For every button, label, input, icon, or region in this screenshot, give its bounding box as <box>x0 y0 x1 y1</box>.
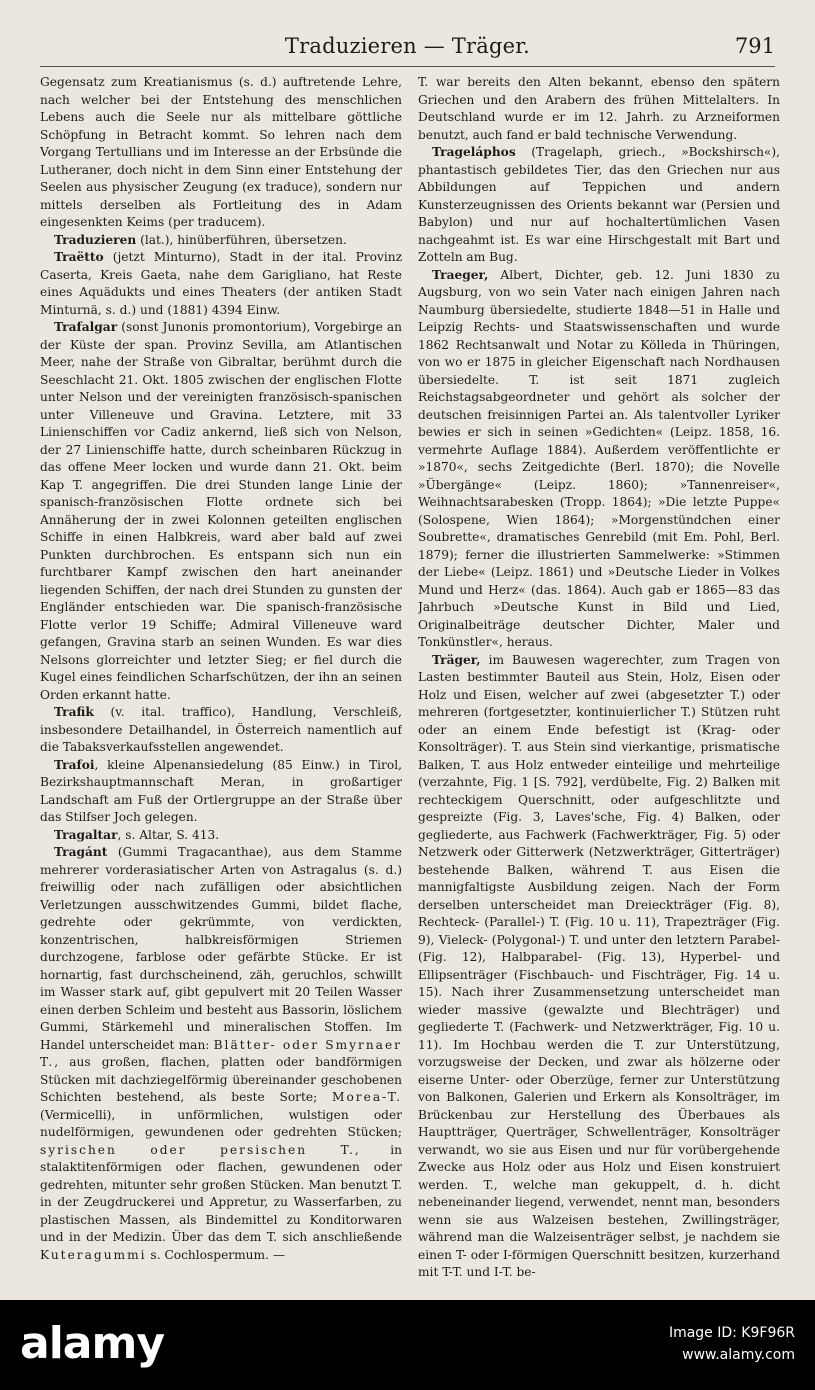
entry-tragaltar <box>40 827 402 845</box>
entry-text: , s. Altar, S. 413. <box>117 827 220 842</box>
headword: Traduzieren <box>54 232 137 247</box>
entry-trafoi <box>40 757 402 827</box>
entry-trafalgar <box>40 319 402 704</box>
entry-text: (Tragelaph, griech., »Bockshirsch«), phantastisch gebildetes Tier, das den Griechen nur aus Abbildungen auf Teppichen und andern Kunsterzeugnissen des Orients bekannt war (Persien und Babylon) und nur auf hochaltertümlichen Vasen nachgeahmt ist. Es war eine Hirschgestalt mit Bart und Zotteln am Bug. <box>418 145 780 264</box>
entry-text: , in stalaktitenförmigen oder flachen, gewundenen oder gedrehten, mitunter sehr großen Stücken. Man benutzt T. in der Zeugdruckerei und Appretur, zu Wasserfarben, zu plastischen Massen, als Bindemittel zu Konditorwaren und in der Medizin. Über das dem T. sich anschließende <box>40 1142 402 1244</box>
stock-site: www.alamy.com <box>682 1347 795 1363</box>
entry-traeger-albert <box>418 267 780 652</box>
headword: Trafalgar <box>54 320 118 334</box>
running-title: Traduzieren — Träger. <box>284 34 531 58</box>
entry-text: (v. ital. traffico), Handlung, Verschleiß, insbesondere Detailhandel, in Österreich namentlich auf die Tabaksverkaufsstellen angewendet. <box>40 705 402 754</box>
stock-info <box>669 1322 795 1366</box>
stock-image-id: Image ID: K9F96R <box>668 1325 795 1341</box>
running-head <box>40 26 775 67</box>
entry-text: (lat.), hinüberführen, übersetzen. <box>136 232 347 247</box>
entry-text: (jetzt Minturno), Stadt in der ital. Provinz Caserta, Kreis Gaeta, nahe dem Garigliano, hat Reste eines Aquädukts und eines Theaters (der antiken Stadt Minturnä, s. d.) und (1881) 4394 Einw. <box>40 250 402 317</box>
entry-text: (Vermicelli), in unförmlichen, wulstigen oder nudelförmigen, gewundenen oder gedrehten Stücken; <box>40 1107 402 1139</box>
headword: Träger, <box>432 652 481 667</box>
entry-tragant <box>40 844 402 1264</box>
spaced-term: Kuteragummi <box>40 1247 147 1262</box>
headword: Traëtto <box>54 250 104 264</box>
headword: Tragaltar <box>54 827 118 842</box>
left-column <box>40 74 402 1284</box>
entry-text: (Gummi Tragacanthae), aus dem Stamme mehrerer vorderasiatischer Arten von Astragalus (s. d.) freiwillig oder nach zufälligen oder absichtlichen Verletzungen ausschwitzendes Gummi, bildet flache, gedrehte oder gekrümmte, von verdickten, konzentrischen, halbkreisförmigen Striemen durchzogene, farblose oder gefärbte Stücke. Er ist hornartig, fast durchscheinend, zäh, geruchlos, schwillt im Wasser stark auf, gibt gepulvert mit 20 Teilen Wasser einen derben Schleim und besteht aus Bassorin, löslichem Gummi, Stärkemehl und mineralischen Stoffen. Im Handel unterscheidet man: <box>40 845 402 1052</box>
spaced-term: syrischen oder persischen T. <box>40 1142 355 1157</box>
entry-text: Albert, Dichter, geb. 12. Juni 1830 zu Augsburg, von wo sein Vater nach einigen Jahren nach Naumburg übersiedelte, studierte 1848—51 in Halle und Leipzig Rechts- und Staatswissenschaften und wurde 1862 Rechtsanwalt und Notar zu Kölleda in Thüringen, von wo er 1875 in gleicher Eigenschaft nach Nordhausen übersiedelte. T. ist seit 1871 zugleich Reichstagsabgeordneter und gehört als solcher der deutschen freisinnigen Partei an. Als talentvoller Lyriker bewies er sich in seinen »Gedichten« (Leipz. 1858, 16. vermehrte Auflage 1884). Außerdem veröffentlichte er »1870«, sechs Zeitgedichte (Berl. 1870); die Novelle »Übergänge« (Leipz. 1860); »Tannenreiser«, Weihnachtsarabesken (Tropp. 1864); »Die letzte Puppe« (Solospene, Wien 1864); »Morgenstündchen einer Soubrette«, dramatisches Genrebild (mit Em. Pohl, Berl. 1879); ferner die illustrierten Sammelwerke: »Stimmen der Liebe« (Leipz. 1861) und »Deutsche Lieder in Volkes Mund und Herz« (das. 1864). Auch gab er 1865—83 das Jahrbuch »Deutsche Kunst in Bild und Lied, Originalbeiträge deutscher Dichter, Maler und Tonkünstler«, heraus. <box>418 267 780 649</box>
entry-traetto <box>40 249 402 319</box>
headword: Trafik <box>54 705 94 719</box>
entry-continuation <box>40 74 402 232</box>
entry-text: s. Cochlospermum. — <box>146 1247 286 1262</box>
alamy-logo: alamy <box>20 1318 164 1369</box>
entry-text: , kleine Alpenansiedelung (85 Einw.) in Tirol, Bezirkshauptmannschaft Meran, in großartiger Landschaft am Fuß der Ortlergruppe an der Straße über das Stilfser Joch gelegen. <box>40 757 402 824</box>
entry-text: T. war bereits den Alten bekannt, ebenso den spätern Griechen und den Arabern des frühen Mittelalters. In Deutschland wurde er im 12. Jahrh. zu Arzneiformen benutzt, auch fand er bald technische Verwendung. <box>418 75 780 142</box>
text-columns <box>40 74 780 1284</box>
headword: Traeger, <box>432 267 489 282</box>
headword: Tragánt <box>54 845 108 859</box>
spaced-term: Blätter- oder Smyrnaer T. <box>40 1037 402 1069</box>
entry-text: Gegensatz zum Kreatianismus (s. d.) auftretende Lehre, nach welcher bei der Entstehung des menschlichen Lebens auch die Seele nur als mittelbare göttliche Schöpfung in Betracht kommt. So lehren nach dem Vorgang Tertullians und im Interesse an der Erbsünde die Lutheraner, doch nicht in dem Sinn einer Entstehung der Seelen aus physischer Zeugung (ex traduce), sondern nur mittels derselben als Fortleitung des in Adam eingesenkten Keims (per traducem). <box>40 75 402 229</box>
entry-text: , aus großen, flachen, platten oder bandförmigen Stücken mit dachziegelförmig übereinander geschobenen Schichten bestehend, als beste Sorte; <box>40 1055 402 1104</box>
spaced-term: Morea-T. <box>331 1090 402 1104</box>
entry-trafik <box>40 704 402 757</box>
entry-continuation <box>418 74 780 144</box>
entry-traduzieren <box>40 232 402 250</box>
page-number: 791 <box>734 34 775 58</box>
entry-tragelaphos <box>418 144 780 267</box>
headword: Trafoi <box>54 757 95 772</box>
entry-text: (sonst Junonis promontorium), Vorgebirge an der Küste der span. Provinz Sevilla, am Atlantischen Meer, nahe der Straße von Gibraltar, berühmt durch die Seeschlacht 21. Okt. 1805 zwischen der englischen Flotte unter Nelson und der vereinigten französisch-spanischen unter Villeneuve und Gravina. Letztere, mit 33 Linienschiffen vor Cadiz ankernd, ließ sich von Nelson, der 27 Linienschiffe hatte, durch scheinbaren Rückzug in das offene Meer locken und wurde dann 21. Okt. beim Kap T. angegriffen. Die drei Stunden lange Linie der spanisch-französischen Flotte ordnete sich bei Annäherung der in zwei Kolonnen geteilten englischen Schiffe in einen Halbkreis, ward aber bald auf zwei Punkten durchbrochen. Es entspann sich nun ein furchtbarer Kampf zwischen den hart aneinander liegenden Schiffen, der nach drei Stunden zu gunsten der Engländer entschieden war. Die spanisch-französische Flotte verlor 19 Schiffe; Admiral Villeneuve ward gefangen, Gravina starb an seinen Wunden. Es war dies Nelsons glorreichter und letzter Sieg; er fiel durch die Kugel eines feindlichen Scharfschützen, der ihn an seinen Orden erkannt hatte. <box>40 320 402 702</box>
entry-traeger-bauwesen <box>418 652 780 1282</box>
right-column <box>418 74 780 1284</box>
headword: Trageláphos <box>432 145 516 159</box>
entry-text: im Bauwesen wagerechter, zum Tragen von Lasten bestimmter Bauteil aus Stein, Holz, Eisen oder Holz und Eisen, welcher auf zwei (abgesetzter T.) oder mehreren (fortgesetzter, kontinuierlicher T.) Stützen ruht oder an einem Ende befestigt ist (Krag- oder Konsolträger). T. aus Stein sind vierkantige, prismatische Balken, T. aus Holz entweder einteilige und mehrteilige (verzahnte, Fig. 1 [S. 792], verdübelte, Fig. 2) Balken mit rechteckigem Querschnitt, oder aufgeschlitzte und gespreizte (Fig. 3, Laves'sche, Fig. 4) Balken, oder gegliederte, aus Fachwerk (Fachwerkträger, Fig. 5) oder Netzwerk oder Gitterwerk (Netzwerkträger, Gitterträger) bestehende Balken, während T. aus Eisen die mannigfaltigste Ausbildung zeigen. Nach der Form derselben unterscheidet man Dreieckträger (Fig. 8), Rechteck- (Parallel-) T. (Fig. 10 u. 11), Trapezträger (Fig. 9), Vieleck- (Polygonal-) T. und unter den letztern Parabel- (Fig. 12), Halbparabel- (Fig. 13), Hyperbel- und Ellipsenträger (Fischbauch- und Fischträger, Fig. 14 u. 15). Nach ihrer Zusammensetzung unterscheidet man wieder massive (gewalzte und Blechträger) und gegliederte T. (Fachwerk- und Netzwerkträger, Fig. 10 u. 11). Im Hochbau werden die T. zur Unterstützung, vorzugsweise der Decken, und zwar als hölzerne oder eiserne Unter- oder Oberzüge, ferner zur Unterstützung von Balkonen, Galerien und Erkern als Konsolträger, im Brückenbau zur Herstellung des Überbaues als Hauptträger, Querträger, Schwellenträger, Konsolträger verwandt, wo sie aus Eisen und nur für vorübergehende Zwecke aus Holz oder aus Holz und Eisen konstruiert werden. T., welche man gekuppelt, d. h. dicht nebeneinander liegend, verwendet, nennt man, besonders wenn sie aus Walzeisen bestehen, Zwillingsträger, während man die Walzeisenträger selbst, je nachdem sie einen T- oder I-förmigen Querschnitt besitzen, kurzerhand mit T-T. und I-T. be- <box>418 652 780 1279</box>
